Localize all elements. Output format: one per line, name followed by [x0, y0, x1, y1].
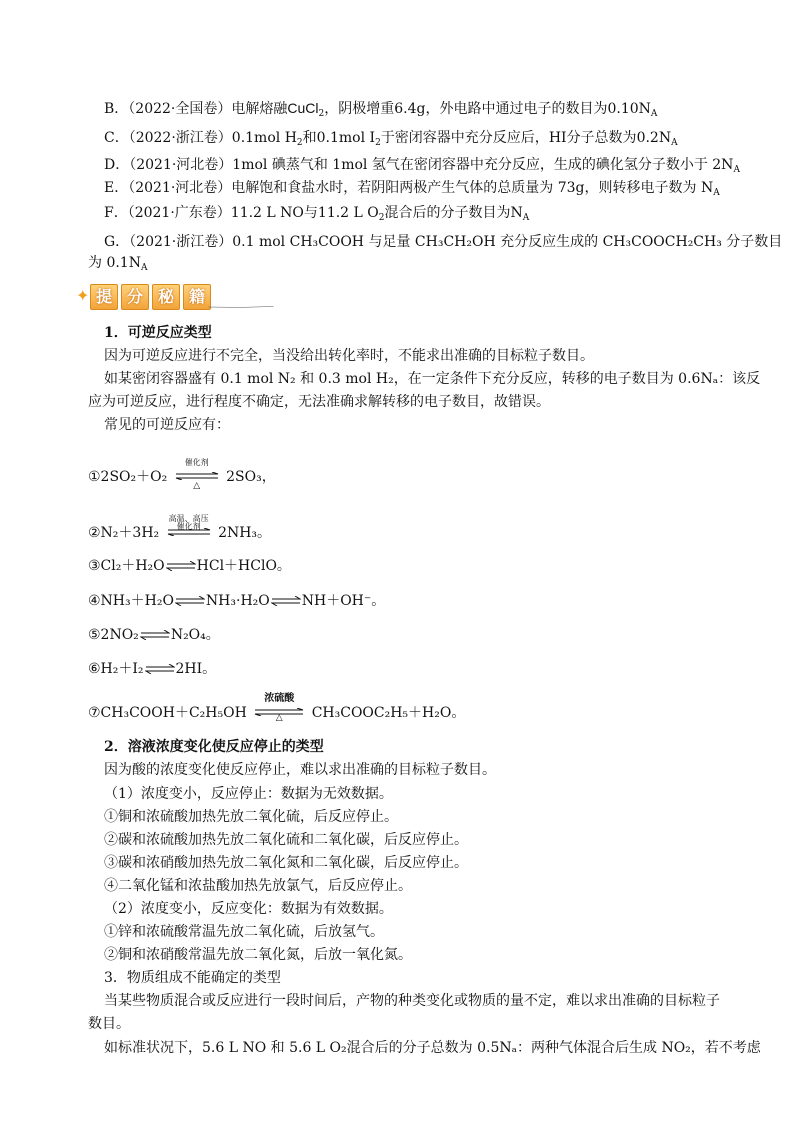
section1-p3: 应为可逆反应，进行程度不确定，无法准确求解转移的电子数目，故错误。: [88, 394, 550, 410]
section2-p2: （1）浓度变小，反应停止：数据为无效数据。: [104, 786, 393, 802]
section3-p3: 如标准状况下，5.6 L NO 和 5.6 L O₂混合后的分子总数为 0.5Nₐ：两种气体混合后生成 NO₂，若不考虑: [104, 1040, 761, 1056]
reaction-3: ③Cl₂＋H₂O HCl＋HClO。: [88, 558, 291, 574]
section1-p2: 如某密闭容器盛有 0.1 mol N₂ 和 0.3 mol H₂，在一定条件下充分反应，转移的电子数目为 0.6Nₐ：该反: [104, 371, 761, 387]
section3-p1: 当某些物质混合或反应进行一段时间后，产物的种类变化或物质的量不定，难以求出准确的目标粒子: [104, 993, 720, 1009]
reversible-arrow-icon: 浓硫酸 △: [253, 703, 305, 723]
option-e: E．（2021·河北卷）电解饱和食盐水时，若阴阳两极产生气体的总质量为 73g，则转移电子数为 $N_A$: [104, 180, 720, 198]
tips-badge: [76, 282, 236, 312]
section2-item: ①铜和浓硫酸加热先放二氧化硫，后反应停止。: [104, 809, 398, 825]
section2-item: ①锌和浓硫酸常温先放二氧化硫，后放氢气。: [104, 924, 384, 940]
section1-p1: 因为可逆反应进行不完全，当没给出转化率时，不能求出准确的目标粒子数目。: [104, 348, 594, 364]
reaction-5: ⑤2NO₂ N₂O₄。: [88, 627, 220, 643]
section1-p4: 常见的可逆反应有：: [104, 417, 230, 433]
section2-title: 2．溶液浓度变化使反应停止的类型: [104, 739, 324, 755]
section2-item: ②铜和浓硝酸常温先放二氧化氮，后放一氧化氮。: [104, 947, 412, 963]
reversible-arrow-icon: 高温、高压 催化剂: [166, 523, 212, 543]
section2-item: ④二氧化锰和浓盐酸加热先放氯气，后反应停止。: [104, 878, 412, 894]
reaction-6: ⑥H₂＋I₂ 2HI。: [88, 661, 217, 677]
section1-title: 1．可逆反应类型: [104, 325, 212, 341]
reaction-2: ②N₂＋3H₂ 高温、高压 催化剂 2NH₃。: [88, 514, 272, 541]
option-g-line1: G．（2021·浙江卷）0.1 mol CH₃COOH 与足量 CH₃CH₂OH 充分反应生成的 CH₃COOCH₂CH₃ 分子数目: [104, 234, 783, 250]
section2-item: ③碳和浓硝酸加热先放二氧化氮和二氧化碳，后反应停止。: [104, 855, 468, 871]
section3-p2: 数目。: [88, 1016, 130, 1032]
section2-p3: （2）浓度变小，反应变化：数据为有效数据。: [104, 901, 393, 917]
reversible-arrow-icon: [166, 561, 196, 571]
section3-title: 3．物质组成不能确定的类型: [104, 970, 281, 986]
badge-char: 提: [90, 284, 118, 310]
reversible-arrow-icon: 催化剂 △: [174, 467, 220, 487]
badge-char: 分: [121, 284, 149, 310]
option-f: F．（2021·广东卷）11.2 L NO与11.2 L $O_2$混合后的分子数目为$N_A$: [104, 205, 530, 223]
reversible-arrow-icon: [145, 664, 175, 674]
reversible-arrow-icon: [271, 596, 301, 606]
option-c: C．（2022·浙江卷）0.1mol $H_2$和0.1mol $I_2$于密闭容器中充分反应后，HI分子总数为$0.2N_A$: [104, 130, 678, 148]
badge-char: 籍: [183, 284, 211, 310]
reversible-arrow-icon: [140, 630, 170, 640]
option-b: B．（2022·全国卷）电解熔融CuCl$_2$，阴极增重6.4g，外电路中通过电子的数目为$0.10N_A$: [104, 100, 658, 119]
reversible-arrow-icon: [175, 596, 205, 606]
spark-icon: ✦: [76, 286, 90, 305]
option-g-line2: 为 $0.1N_A$: [88, 255, 148, 273]
badge-char: 秘: [152, 284, 180, 310]
reaction-4: ④NH₃＋H₂O NH₃·H₂O NH＋OH⁻。: [88, 593, 386, 609]
reaction-1: ①2SO₂＋O₂ 催化剂 △ 2SO₃，: [88, 458, 276, 491]
badge-underline: [176, 306, 306, 308]
reaction-7: ⑦CH₃COOH＋C₂H₅OH 浓硫酸 △ CH₃COOC₂H₅＋H₂O。: [88, 693, 466, 723]
section2-item: ②碳和浓硫酸加热先放二氧化硫和二氧化碳，后反应停止。: [104, 832, 468, 848]
section2-p1: 因为酸的浓度变化使反应停止，难以求出准确的目标粒子数目。: [104, 762, 496, 778]
option-d: D．（2021·河北卷）1mol 碘蒸气和 1mol 氢气在密闭容器中充分反应，生成的碘化氢分子数小于 $2N_A$: [104, 157, 740, 175]
